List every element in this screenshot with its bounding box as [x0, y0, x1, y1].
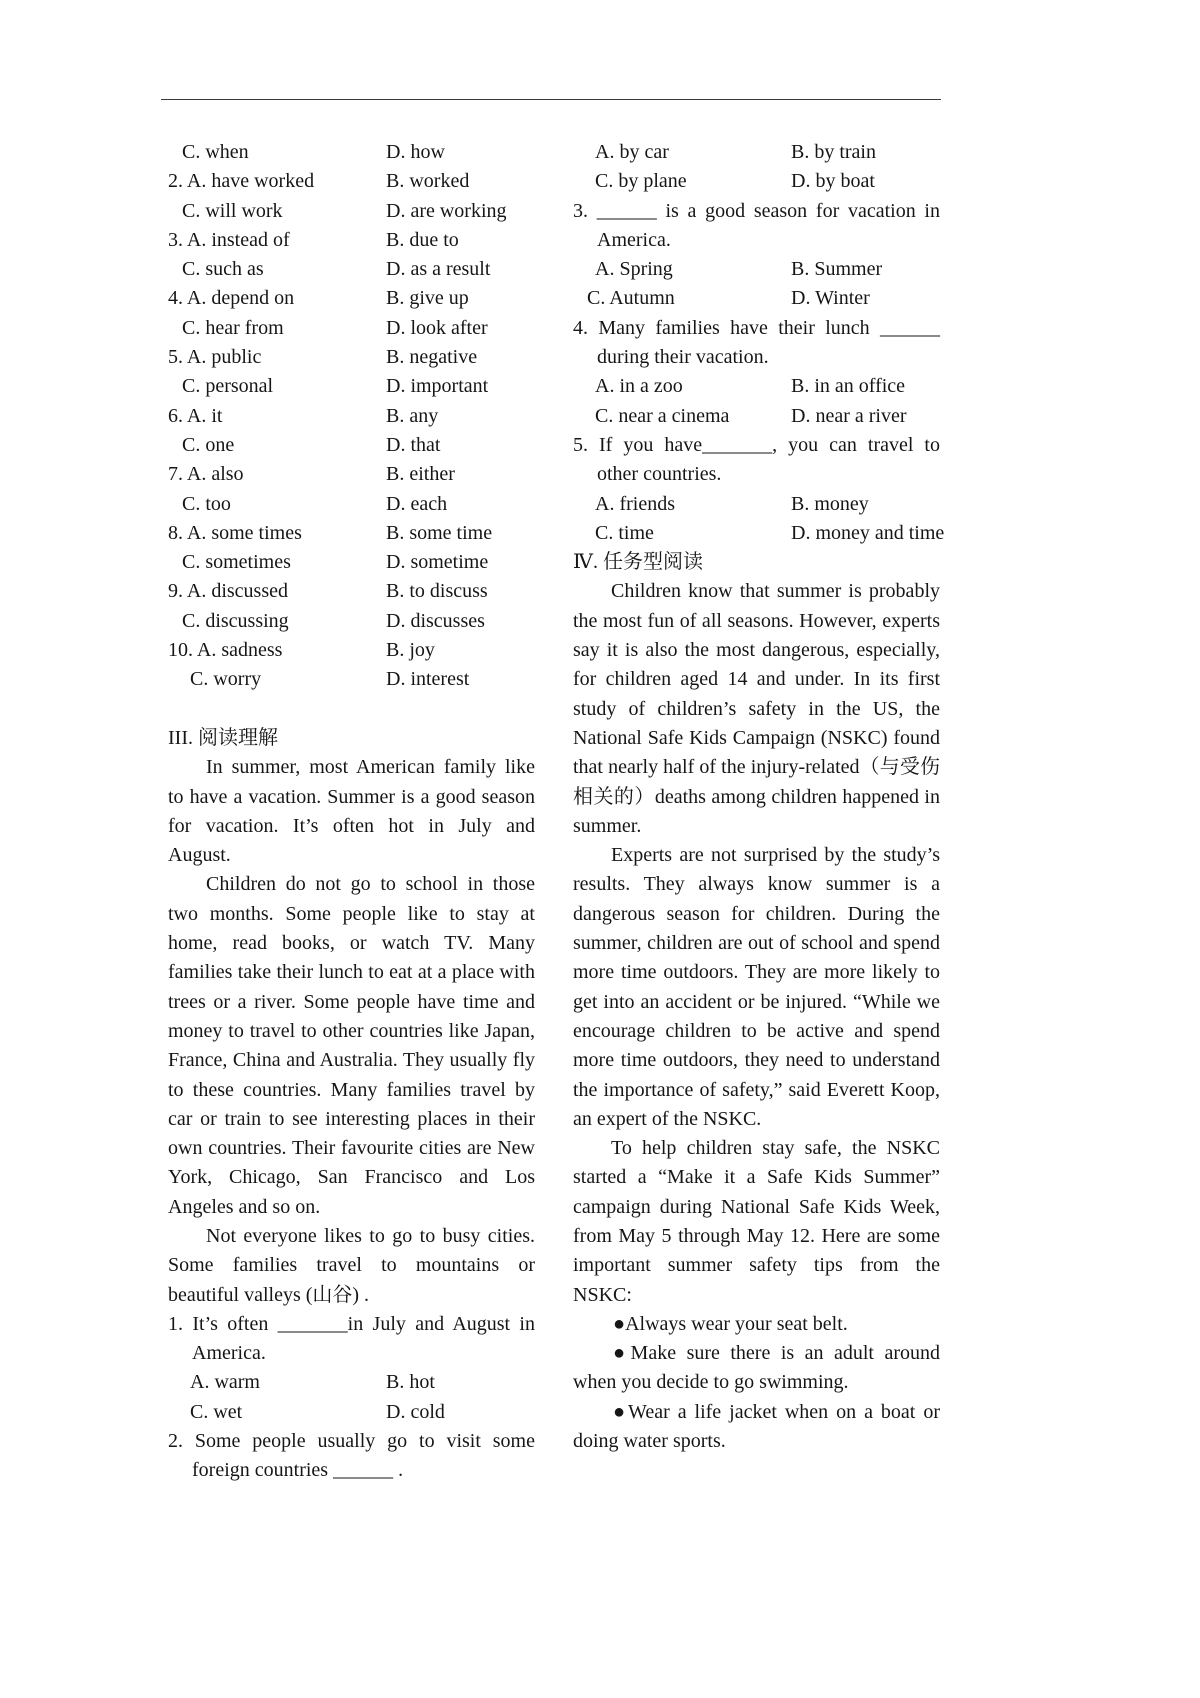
option-choice-right: D. each [386, 492, 448, 515]
option-choice-left: C. discussing [182, 609, 289, 632]
option-choice-left: C. sometimes [182, 551, 291, 574]
safety-tip-bullet: ●Always wear your seat belt. [613, 1312, 848, 1335]
option-choice-left: A. by car [595, 141, 669, 163]
option-choice-right: B. either [386, 463, 455, 486]
right-option-row-7 [573, 402, 940, 431]
left-option-row-6 [168, 314, 535, 343]
right-option-row-9 [573, 490, 940, 519]
option-choice-left: 6. A. it [168, 404, 223, 427]
left-option-row-2 [168, 197, 535, 226]
option-choice-left: C. such as [182, 258, 264, 281]
option-choice-right: D. Winter [791, 287, 870, 310]
option-choice-right: D. by boat [791, 170, 875, 193]
left-option-row-26 [168, 1398, 535, 1427]
question-stem: 3. ______ is a good season for vacation in America. [573, 199, 940, 251]
option-choice-left: 8. A. some times [168, 521, 302, 544]
passage-paragraph: Children do not go to school in those two months. Some people like to stay at home, read books, or watch TV. Many families take their lunch to eat at a place with trees or a river. Some people have time and money to travel to other countries like Japan, France, China and Australia. They usually fly to these countries. Many families travel by car or train to see interesting places in their own countries. Their favourite cities are New York, Chicago, San Francisco and Los Angeles and so on. [168, 873, 535, 1218]
left-option-row-17 [168, 636, 535, 665]
option-choice-left: C. time [595, 521, 654, 544]
option-choice-left: 2. A. have worked [168, 170, 315, 193]
left-column [168, 138, 535, 1486]
option-choice-right: B. in an office [791, 375, 906, 398]
passage-paragraph: In summer, most American family like to have a vacation. Summer is a good season for vacation. It’s often hot in July and August. [168, 756, 535, 867]
right-option-row-1 [573, 167, 940, 196]
left-option-row-14 [168, 548, 535, 577]
two-column-content [168, 138, 945, 1486]
left-option-row-25 [168, 1368, 535, 1397]
option-choice-right: B. any [386, 404, 439, 427]
left-option-row-10 [168, 431, 535, 460]
option-choice-right: B. money [791, 492, 869, 515]
option-choice-left: 5. A. public [168, 346, 262, 369]
option-choice-left: 10. A. sadness [168, 639, 283, 662]
left-option-row-9 [168, 402, 535, 431]
option-choice-left: C. will work [182, 199, 283, 222]
option-choice-left: A. friends [595, 492, 675, 515]
option-choice-right: B. Summer [791, 258, 883, 281]
left-option-row-13 [168, 519, 535, 548]
option-choice-right: B. negative [386, 346, 478, 369]
left-option-row-3 [168, 226, 535, 255]
right-option-row-3 [573, 255, 940, 284]
right-option-row-4 [573, 284, 940, 313]
passage-paragraph: Children know that summer is probably the most fun of all seasons. However, experts say it is also the most dangerous, especially, for children aged 14 and under. In its first study of children’s safety in the US, the National Safe Kids Campaign (NSKC) found that nearly half of the injury-related（与受伤相关的）deaths among children happened in summer. [573, 580, 940, 837]
option-choice-left: A. warm [190, 1371, 260, 1394]
section-heading: III. 阅读理解 [168, 726, 278, 749]
question-stem: 2. Some people usually go to visit some foreign countries ______ . [168, 1430, 535, 1482]
left-option-row-5 [168, 284, 535, 313]
option-choice-right: D. cold [386, 1400, 445, 1423]
option-choice-right: D. discusses [386, 609, 485, 632]
option-choice-left: 9. A. discussed [168, 580, 288, 603]
left-option-row-1 [168, 167, 535, 196]
option-choice-right: D. are working [386, 199, 507, 222]
option-choice-left: C. wet [190, 1400, 243, 1423]
passage-paragraph: To help children stay safe, the NSKC started a “Make it a Safe Kids Summer” campaign during National Safe Kids Week, from May 5 through May 12. Here are some important summer safety tips from the NSKC: [573, 1137, 940, 1306]
option-choice-right: D. look after [386, 316, 488, 339]
option-choice-right: D. near a river [791, 404, 907, 427]
right-option-row-6 [573, 372, 940, 401]
option-choice-right: D. interest [386, 668, 470, 691]
option-choice-left: C. Autumn [587, 287, 675, 310]
option-choice-right: B. joy [386, 639, 435, 662]
option-choice-right: D. that [386, 433, 441, 456]
right-option-row-0 [573, 138, 940, 167]
option-choice-right: B. give up [386, 287, 469, 310]
section-heading: Ⅳ. 任务型阅读 [573, 551, 703, 574]
left-option-row-12 [168, 490, 535, 519]
option-choice-left: A. Spring [595, 258, 673, 281]
option-choice-right: B. by train [791, 141, 876, 163]
option-choice-right: B. due to [386, 228, 459, 251]
option-choice-right: D. how [386, 141, 445, 163]
question-stem: 5. If you have_______, you can travel to other countries. [573, 433, 940, 486]
option-choice-right: B. hot [386, 1371, 435, 1394]
option-choice-left: C. near a cinema [595, 404, 730, 427]
option-choice-left: C. by plane [595, 170, 687, 193]
left-option-row-0 [168, 138, 535, 167]
left-option-row-16 [168, 607, 535, 636]
option-choice-right: D. important [386, 375, 489, 398]
option-choice-right: D. as a result [386, 258, 491, 281]
left-option-row-18 [168, 665, 535, 694]
question-stem: 1. It’s often _______in July and August in America. [168, 1312, 535, 1365]
right-column [573, 138, 945, 1486]
option-choice-left: C. worry [190, 668, 262, 691]
option-choice-right: D. sometime [386, 551, 489, 574]
left-option-row-4 [168, 255, 535, 284]
left-option-row-15 [168, 577, 535, 606]
safety-tip-bullet: ●Wear a life jacket when on a boat or doing water sports. [573, 1400, 940, 1453]
option-choice-right: B. worked [386, 170, 470, 193]
option-choice-left: 4. A. depend on [168, 287, 295, 310]
passage-paragraph: Not everyone likes to go to busy cities. Some families travel to mountains or beautiful valleys (山谷) . [168, 1224, 535, 1306]
option-choice-right: B. some time [386, 521, 493, 544]
option-choice-right: D. money and time [791, 521, 945, 544]
question-stem: 4. Many families have their lunch ______ during their vacation. [573, 316, 940, 369]
option-choice-left: 3. A. instead of [168, 228, 290, 251]
option-choice-left: C. when [182, 141, 249, 163]
safety-tip-bullet: ●Make sure there is an adult around when you decide to go swimming. [573, 1342, 940, 1394]
vertical-spacer [168, 695, 535, 724]
option-choice-left: 7. A. also [168, 463, 244, 486]
right-option-row-10 [573, 519, 945, 548]
option-choice-left: C. hear from [182, 316, 284, 339]
passage-paragraph: Experts are not surprised by the study’s results. They always know summer is a dangerous season for children. During the summer, children are out of school and spend more time outdoors. They are more likely to get into an accident or be injured. “While we encourage children to be active and spend more time outdoors, they need to understand the importance of safety,” said Everett Koop, an expert of the NSKC. [573, 844, 940, 1130]
left-option-row-8 [168, 372, 535, 401]
header-rule [161, 99, 941, 100]
option-choice-left: A. in a zoo [595, 375, 683, 398]
option-choice-right: B. to discuss [386, 580, 488, 603]
left-option-row-7 [168, 343, 535, 372]
option-choice-left: C. personal [182, 375, 274, 398]
option-choice-left: C. one [182, 433, 235, 456]
option-choice-left: C. too [182, 492, 231, 515]
left-option-row-11 [168, 460, 535, 489]
